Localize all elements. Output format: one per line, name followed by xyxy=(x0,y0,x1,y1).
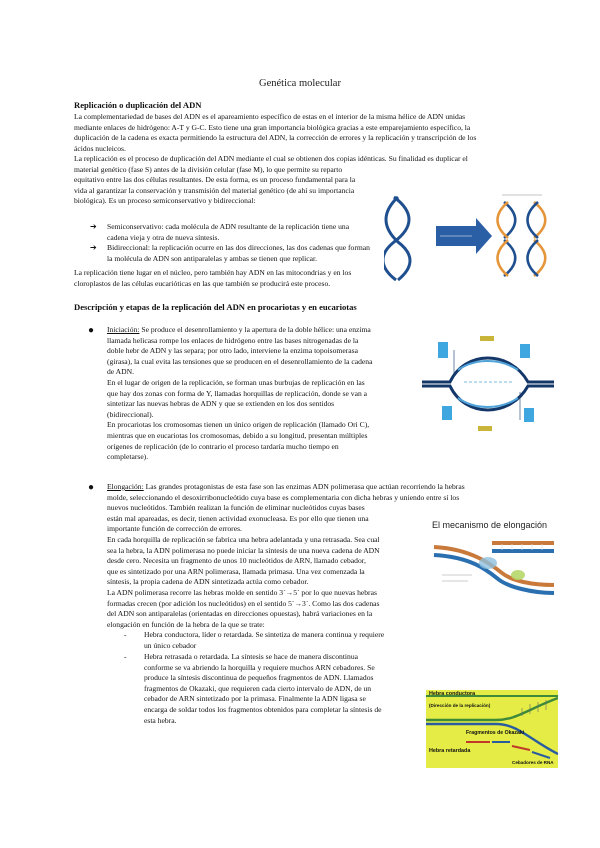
text-line: Hebra retrasada o retardada. La síntesis se hace de manera discontinua xyxy=(144,652,359,661)
bullet-text xyxy=(107,222,349,243)
text-line: están mal apareadas, es decir, tienen actividad exonucleasa. Es por ello que tienen una xyxy=(107,513,369,523)
text-line: la molécula de ADN son antiparalelas y ambas se tienen que replicar. xyxy=(107,253,318,263)
text-line: formadas crecen (por adición los nucleótidos) en el sentido 5´→3´. Como las dos cadenas xyxy=(107,598,380,608)
text-line: En cada horquilla de replicación se fabrica una hebra adelantada y una retrasada. Sea cual xyxy=(107,534,380,544)
bullet-dot-icon: ● xyxy=(88,325,95,336)
label-cebadores: Cebadores de RNA xyxy=(512,760,554,765)
text-line: nuevos nucleótidos. También realizan la función de eliminar nucleótidos cuyas bases xyxy=(107,503,365,513)
text-line: desde cero. Necesita un fragmento de unos 10 nucleótidos de ARN, llamado cebador, xyxy=(107,556,366,566)
figure-elongation xyxy=(432,535,556,607)
text-line: orígenes de replicación (de lo contrario el proceso tardaría mucho tiempo en xyxy=(107,441,339,451)
page-title: Genética molecular xyxy=(259,78,341,89)
item-label: Iniciación: xyxy=(107,325,140,334)
text-line: mientras que en eucariotas los cromosomas, debido a su longitud, presentan múltiples xyxy=(107,430,368,440)
bullet-semiconservativo xyxy=(90,222,97,233)
text-line: material genético (fase S) antes de la división celular (fase M), lo que permite su reparto xyxy=(74,164,343,174)
text-line: fragmentos de Okazaki, que requieren cada cierto intervalo de ADN, de un xyxy=(144,683,372,693)
text-line: del ADN son antiparalelas (orientadas en direcciones opuestas), habrá variaciones en la xyxy=(107,609,373,619)
text-line: ácidos nucleicos. xyxy=(74,143,126,153)
figure-replication-bubble xyxy=(420,330,556,448)
text-line: molde, seleccionando el desoxirribonucleótido cuya base es complementaria con dicha hebras y uniendo entre sí los xyxy=(107,492,460,502)
text-line: Se produce el desenrollamiento y la apertura de la doble hélice: una enzima xyxy=(141,325,371,334)
text-line: conforme se va abriendo la horquilla y requiere muchos ARN cebadores. Se xyxy=(144,662,375,672)
text-line: encarga de soldar todos los fragmentos obtenidos para completar la síntesis de xyxy=(144,704,382,714)
text-line: En el lugar de origen de la replicación, se forman unas burbujas de replicación en las xyxy=(107,377,365,387)
text-line: cebador de ARN sintetizado por la primasa. Finalmente la ADN ligasa se xyxy=(144,694,366,704)
figure-okazaki-fragments xyxy=(426,690,558,768)
text-line: Bidireccional: la replicación ocurre en las dos direcciones, las dos cadenas que forman xyxy=(107,243,370,252)
label-hebra-retardada: Hebra retardada xyxy=(429,748,471,754)
sub-dash: - xyxy=(124,630,127,639)
bullet-bidireccional xyxy=(90,243,97,254)
figure-semiconservative-replication xyxy=(384,192,554,284)
text-line: elongación en función de la hebra de la que se trate: xyxy=(107,619,265,629)
text-line: que es sintetizado por una ARN polimerasa, llamada primasa. Una vez comenzada la xyxy=(107,566,365,576)
text-line: La ADN polimerasa recorre las hebras molde en sentido 3´→5´ por lo que nuevas hebras xyxy=(107,587,377,597)
text-line: (girasa), la cual evita las tensiones que se producen en el desenrollamiento de la cadena xyxy=(107,356,373,366)
section-heading-replicacion: Replicación o duplicación del ADN xyxy=(74,100,202,110)
text-line: cadena vieja y otra de nueva síntesis. xyxy=(107,232,220,242)
text-line: sea la hebra, la ADN polimerasa no puede iniciar la síntesis de una nueva cadena de ADN xyxy=(107,545,380,555)
bullet-text xyxy=(107,243,370,264)
paragraph-lugar xyxy=(74,268,351,289)
text-line: equitativo entre las dos células resultantes. De esta forma, es un proceso fundamental para la xyxy=(74,175,356,185)
text-line: Las grandes protagonistas de esta fase son las enzimas ADN polimerasa que actúan recorriendo la hebras xyxy=(145,482,465,491)
text-line: esta hebra. xyxy=(144,715,177,725)
text-line: Hebra conductora, líder o retardada. Se sintetiza de manera continua y requiere xyxy=(144,630,385,639)
paragraph-complementariedad xyxy=(74,112,476,154)
text-line: que hay dos zonas con forma de Y, llamadas horquillas de replicación, donde se van a xyxy=(107,388,368,398)
text-line: vida al garantizar la conservación y transmisión del material genético (de ahí su importancia xyxy=(74,185,355,195)
text-line: síntesis, la propia cadena de ADN sintetizada actúa como cebador. xyxy=(107,577,309,587)
okazaki-diagram xyxy=(426,690,558,768)
arrow-bullet-icon: ➔ xyxy=(90,243,97,252)
arrow-bullet-icon: ➔ xyxy=(90,222,97,231)
text-line: importante función de corrección de errores. xyxy=(107,524,242,534)
text-line: completarse). xyxy=(107,452,149,462)
text-line: sintetizar las nuevas hebras de ADN y que se extienden en los dos sentidos xyxy=(107,399,335,409)
bullet-dot-icon: ● xyxy=(88,482,95,493)
text-line: un único cebador xyxy=(144,640,197,650)
text-line: La replicación tiene lugar en el núcleo, pero también hay ADN en las mitocondrias y en los xyxy=(74,268,352,277)
section-heading-etapas: Descripción y etapas de la replicación del ADN en procariotas y en eucariotas xyxy=(74,302,357,312)
text-line: llamada helicasa rompe los enlaces de hidrógeno entre las bases nitrogenadas de la xyxy=(107,335,359,345)
label-okazaki: Fragmentos de Okazaki xyxy=(466,730,525,736)
sub-item-retardada xyxy=(144,652,382,726)
text-line: Semiconservativo: cada molécula de ADN resultante de la replicación tiene una xyxy=(107,222,350,231)
sub-dash: - xyxy=(124,652,127,661)
sub-item-conductora xyxy=(144,630,384,651)
text-line: La replicación es el proceso de duplicación del ADN mediante el cual se obtienen dos copias idénticas. Su finalidad es duplicar el xyxy=(74,154,468,163)
label-direccion: (Dirección de la replicación) xyxy=(429,703,491,708)
item-label: Elongación: xyxy=(107,482,144,491)
text-line: duplicación de la cadena es exacta permitiendo la estructura del ADN, la corrección de errores y la replicación y transcripción de los xyxy=(74,133,477,143)
text-line: biológica). Es un proceso semiconservativo y bidireccional: xyxy=(74,196,256,206)
text-line: cloroplastos de las células eucarióticas en las que también se producirá este proceso. xyxy=(74,278,331,288)
label-hebra-conductora: Hebra conductora xyxy=(429,691,476,697)
text-line: mediante enlaces de hidrógeno: A-T y G-C. Esto tiene una gran importancia biológica gracias a este emparejamiento específico, la xyxy=(74,122,471,132)
text-line: produce la síntesis discontinua de pequeños fragmentos de ADN. Llamados xyxy=(144,673,374,683)
text-line: La complementariedad de bases del ADN es el apareamiento específico de estas en el interior de la misma hélice de ADN unidas xyxy=(74,112,466,121)
item-iniciacion xyxy=(107,325,372,463)
item-elongacion xyxy=(107,482,465,630)
text-line: de ADN. xyxy=(107,367,134,377)
text-line: doble hebr de ADN y las separa; por otro lado, interviene la enzima topoisomerasa xyxy=(107,346,358,356)
text-line: En procariotas los cromosomas tienen un único origen de replicación (llamado Ori C), xyxy=(107,420,370,430)
text-line: (bidireccional). xyxy=(107,409,154,419)
figure-elongation-title: El mecanismo de elongación xyxy=(432,520,548,530)
